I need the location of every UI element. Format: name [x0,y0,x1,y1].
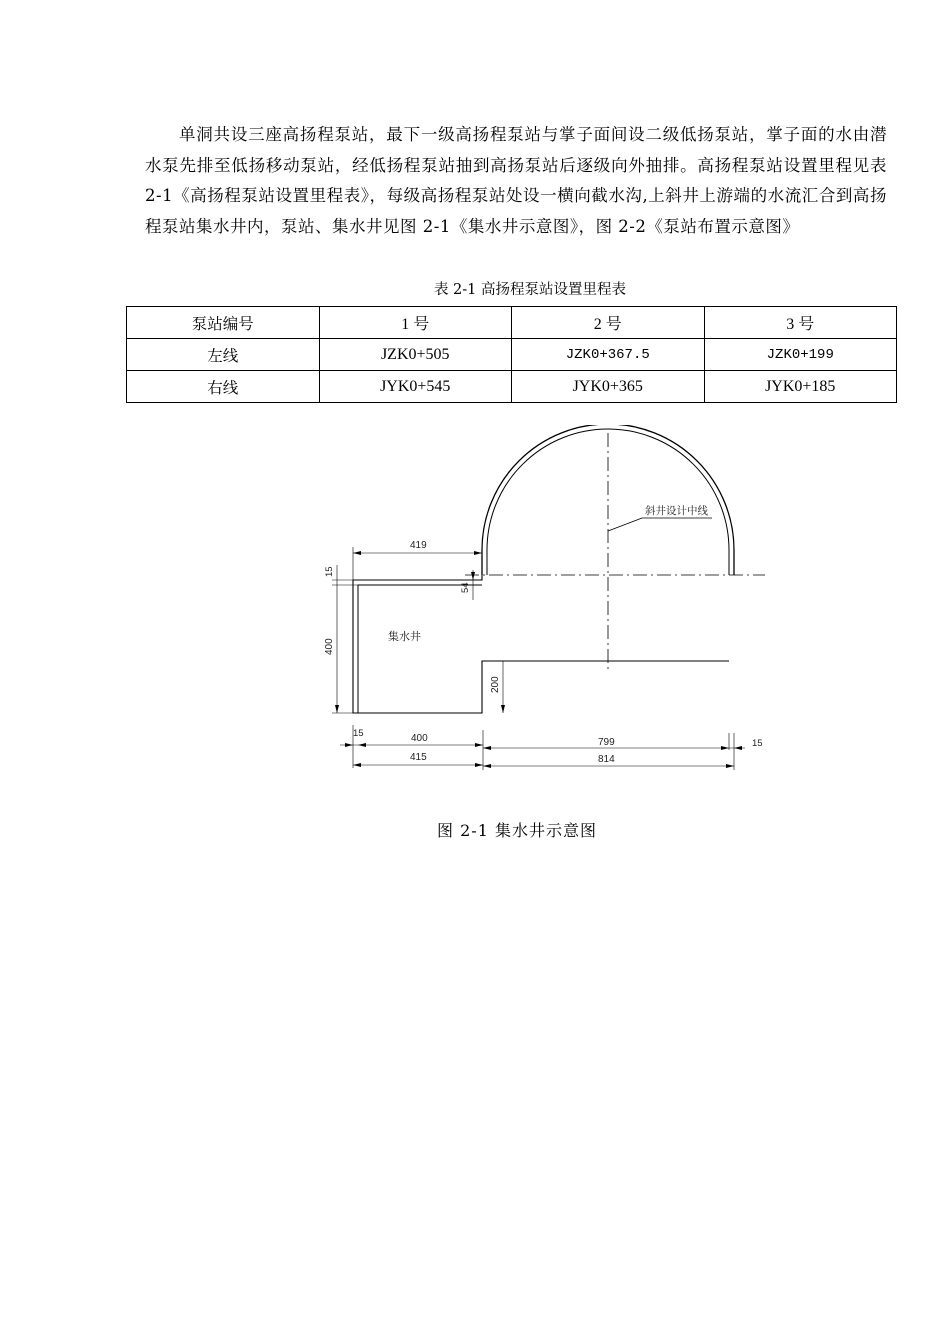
table-cell: JZK0+199 [704,339,897,371]
arrow-head [335,705,339,713]
arrow-head [734,746,742,750]
dimension-label-sump-height: 400 [324,638,335,655]
dimension-label-right-offset: 15 [752,738,763,749]
arrow-head [353,551,361,555]
table-cell: JYK0+365 [512,371,705,403]
arrow-head [471,572,475,580]
table-header-row [127,307,897,339]
table-cell: JYK0+185 [704,371,897,403]
table-cell: JYK0+545 [319,371,512,403]
arrow-head [474,551,482,555]
dimension-label-sump-width: 400 [411,733,428,744]
header-cell: 2 号 [512,307,705,339]
sump-outer-wall [353,575,487,713]
figure-caption: 图 2-1 集水井示意图 [437,821,597,840]
table-row [127,371,897,403]
table-row [127,339,897,371]
dimension-label-total-right: 814 [598,754,615,765]
dimension-label-top-width: 419 [410,540,427,551]
header-cell: 1 号 [319,307,512,339]
header-cell: 3 号 [704,307,897,339]
arrow-head [475,743,483,747]
arrow-head [358,743,366,747]
arrow-head [721,746,729,750]
dimension-label-tunnel-width: 799 [598,737,615,748]
center-line-leader [608,518,712,531]
arrow-head [353,763,361,767]
table-cell: JZK0+367.5 [512,339,705,371]
dimension-label-step: 54 [460,582,471,593]
center-line-label: 斜井设计中线 [645,505,708,517]
dimension-label-total-left: 415 [410,752,427,763]
body-paragraph: 单洞共设三座高扬程泵站，最下一级高扬程泵站与掌子面间设二级低扬泵站，掌子面的水由潜水泵先排至低扬移动泵站，经低扬程泵站抽到高扬泵站后逐级向外抽排。高扬程泵站设置里程见表 2-1《高扬程泵站设置里程表》，每级高扬程泵站处设一横向截水沟,上斜井上游端的水流汇合到高扬程泵站集水井内，泵站、集水井见图 2-1《集水井示意图》，图 2-2《泵站布置示意图》 [145,125,887,236]
arrow-head [501,705,505,713]
sump-label: 集水井 [388,631,421,643]
row-label: 右线 [127,371,320,403]
arrow-head [475,763,483,767]
arrow-head [345,743,353,747]
sump-inner-wall [358,585,482,713]
arrow-head [483,764,491,768]
table-caption: 表 2-1 高扬程泵站设置里程表 [433,282,627,298]
header-cell: 泵站编号 [127,307,320,339]
dimension-label-step-height: 200 [490,676,501,693]
row-label: 左线 [127,339,320,371]
table-cell: JZK0+505 [319,339,512,371]
arrow-head [726,764,734,768]
sump-diagram [310,425,780,785]
arrow-head [483,746,491,750]
dimension-label-left-offset: 15 [353,728,364,739]
dimension-label-wall-top: 15 [324,566,335,577]
pump-station-table [126,306,897,403]
